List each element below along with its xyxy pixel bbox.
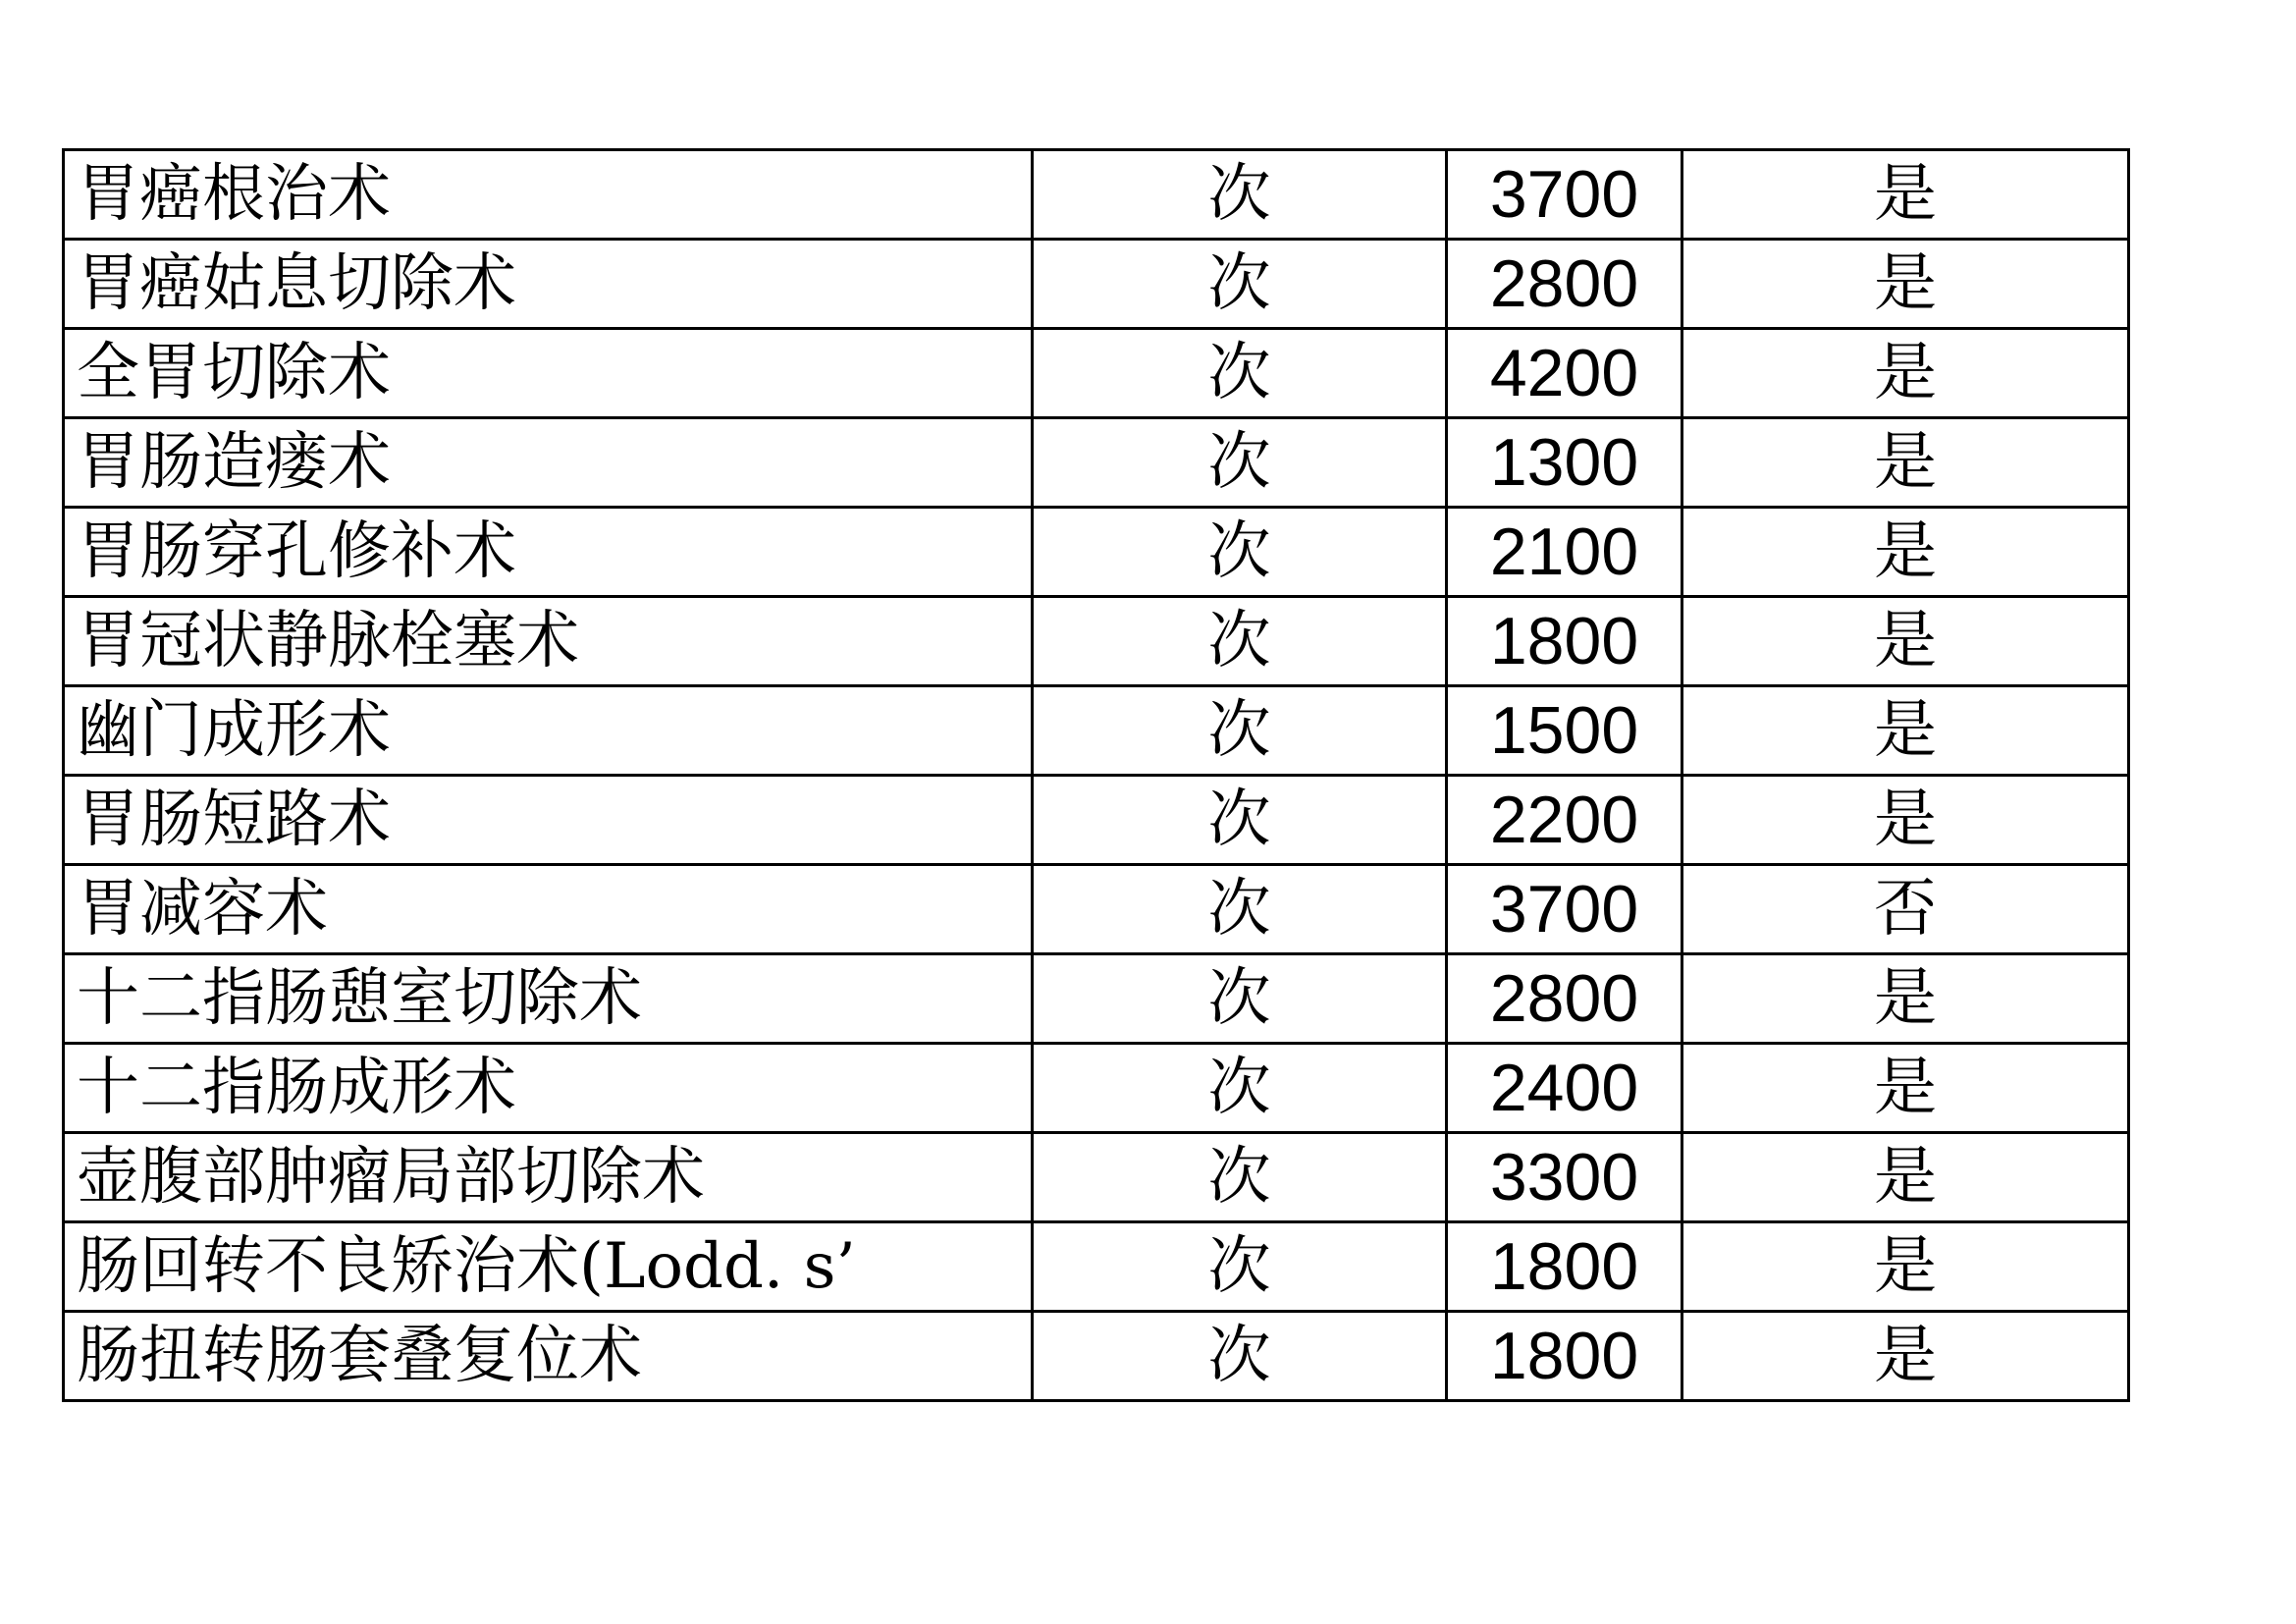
price-cell: 1300: [1447, 418, 1682, 508]
table-row: [64, 686, 2129, 776]
flag-cell: 是: [1682, 329, 2129, 418]
unit-cell: 次: [1033, 329, 1447, 418]
table-row: [64, 508, 2129, 597]
price-cell: 1800: [1447, 1222, 1682, 1312]
unit-cell: 次: [1033, 597, 1447, 686]
unit-cell: 次: [1033, 418, 1447, 508]
procedure-name-cell: 胃冠状静脉栓塞术: [64, 597, 1033, 686]
price-cell: 2800: [1447, 954, 1682, 1044]
flag-cell: 是: [1682, 418, 2129, 508]
flag-cell: 是: [1682, 686, 2129, 776]
procedure-name-cell: 全胃切除术: [64, 329, 1033, 418]
price-table: [62, 148, 2130, 1402]
flag-cell: 是: [1682, 597, 2129, 686]
unit-cell: 次: [1033, 240, 1447, 329]
unit-cell: 次: [1033, 150, 1447, 240]
table-row: [64, 329, 2129, 418]
table-row: [64, 418, 2129, 508]
table-row: [64, 150, 2129, 240]
procedure-name-cell: 胃癌根治术: [64, 150, 1033, 240]
procedure-name-cell: 胃减容术: [64, 865, 1033, 954]
flag-cell: 是: [1682, 1312, 2129, 1401]
price-cell: 3700: [1447, 150, 1682, 240]
table-row: [64, 1044, 2129, 1133]
procedure-name-cell: 十二指肠成形术: [64, 1044, 1033, 1133]
price-cell: 1800: [1447, 1312, 1682, 1401]
price-cell: 2800: [1447, 240, 1682, 329]
unit-cell: 次: [1033, 1133, 1447, 1222]
flag-cell: 是: [1682, 1044, 2129, 1133]
unit-cell: 次: [1033, 865, 1447, 954]
flag-cell: 是: [1682, 240, 2129, 329]
price-cell: 2400: [1447, 1044, 1682, 1133]
price-cell: 1800: [1447, 597, 1682, 686]
unit-cell: 次: [1033, 1312, 1447, 1401]
table-row: [64, 1222, 2129, 1312]
procedure-name-cell: 肠回转不良矫治术(Lodd. s’: [64, 1222, 1033, 1312]
table-row: [64, 1133, 2129, 1222]
table-row: [64, 776, 2129, 865]
unit-cell: 次: [1033, 954, 1447, 1044]
procedure-name-cell: 胃肠短路术: [64, 776, 1033, 865]
flag-cell: 是: [1682, 954, 2129, 1044]
price-cell: 3300: [1447, 1133, 1682, 1222]
table-row: [64, 240, 2129, 329]
table-row: [64, 1312, 2129, 1401]
unit-cell: 次: [1033, 508, 1447, 597]
flag-cell: 是: [1682, 508, 2129, 597]
unit-cell: 次: [1033, 776, 1447, 865]
price-cell: 2100: [1447, 508, 1682, 597]
flag-cell: 是: [1682, 1133, 2129, 1222]
procedure-name-cell: 肠扭转肠套叠复位术: [64, 1312, 1033, 1401]
procedure-name-cell: 壶腹部肿瘤局部切除术: [64, 1133, 1033, 1222]
unit-cell: 次: [1033, 1044, 1447, 1133]
procedure-name-cell: 十二指肠憩室切除术: [64, 954, 1033, 1044]
flag-cell: 是: [1682, 776, 2129, 865]
price-cell: 3700: [1447, 865, 1682, 954]
procedure-name-cell: 胃肠穿孔修补术: [64, 508, 1033, 597]
price-cell: 4200: [1447, 329, 1682, 418]
price-table-body: [64, 150, 2129, 1401]
price-cell: 2200: [1447, 776, 1682, 865]
procedure-name-cell: 胃肠造瘘术: [64, 418, 1033, 508]
procedure-name-cell: 胃癌姑息切除术: [64, 240, 1033, 329]
procedure-name-cell: 幽门成形术: [64, 686, 1033, 776]
table-row: [64, 954, 2129, 1044]
flag-cell: 是: [1682, 150, 2129, 240]
table-row: [64, 597, 2129, 686]
table-row: [64, 865, 2129, 954]
flag-cell: 是: [1682, 1222, 2129, 1312]
flag-cell: 否: [1682, 865, 2129, 954]
unit-cell: 次: [1033, 686, 1447, 776]
unit-cell: 次: [1033, 1222, 1447, 1312]
price-cell: 1500: [1447, 686, 1682, 776]
